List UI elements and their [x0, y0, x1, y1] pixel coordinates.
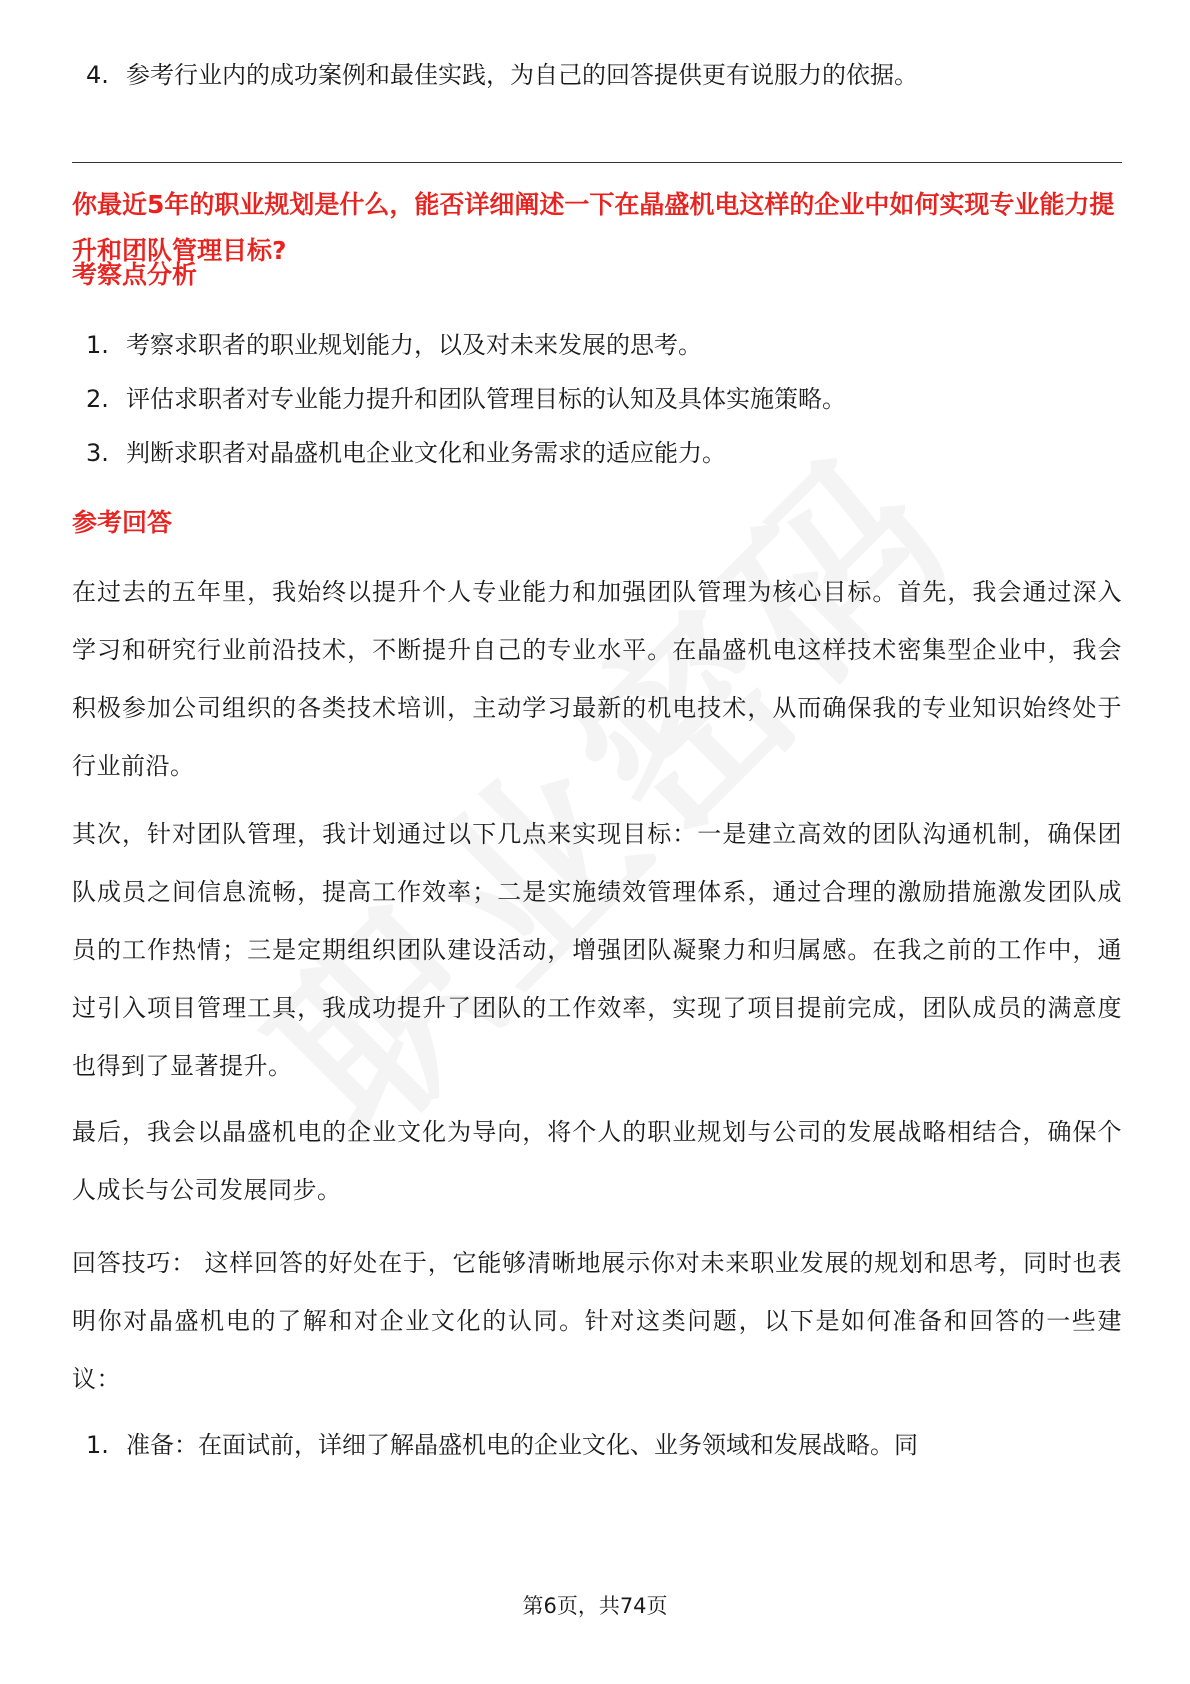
answer-paragraph-1: 在过去的五年里，我始终以提升个人专业能力和加强团队管理为核心目标。首先，我会通过深入学习和研究行业前沿技术，不断提升自己的专业水平。在晶盛机电这样技术密集型企业中，我会积极参加公司组织的各类技术培训，主动学习最新的机电技术，从而确保我的专业知识始终处于行业前沿。	[72, 578, 1122, 780]
list-number: 1.	[86, 331, 109, 359]
analysis-heading: 考察点分析	[72, 260, 198, 289]
list-text: 判断求职者对晶盛机电企业文化和业务需求的适应能力。	[126, 439, 726, 467]
answer-paragraph-2: 其次，针对团队管理，我计划通过以下几点来实现目标：一是建立高效的团队沟通机制，确保团队成员之间信息流畅，提高工作效率；二是实施绩效管理体系，通过合理的激励措施激发团队成员的工作热情；三是定期组织团队建设活动，增强团队凝聚力和归属感。在我之前的工作中，通过引入项目管理工具，我成功提升了团队的工作效率，实现了项目提前完成，团队成员的满意度也得到了显著提升。	[72, 820, 1122, 1080]
list-text: 准备：在面试前，详细了解晶盛机电的企业文化、业务领域和发展战略。同	[126, 1431, 918, 1459]
tips-list-item-1	[86, 1428, 918, 1462]
section-divider	[72, 162, 1122, 163]
reference-heading: 参考回答	[72, 508, 173, 537]
prev-list-item-4	[86, 58, 918, 92]
list-number: 1.	[86, 1431, 109, 1459]
answer-paragraph-3: 最后，我会以晶盛机电的企业文化为导向，将个人的职业规划与公司的发展战略相结合，确保个人成长与公司发展同步。	[72, 1118, 1122, 1204]
analysis-item-3	[86, 436, 726, 470]
analysis-item-1	[86, 328, 702, 362]
page-number: 第6页，共74页	[522, 1594, 668, 1618]
analysis-item-2	[86, 382, 846, 416]
list-number: 3.	[86, 439, 109, 467]
list-text: 参考行业内的成功案例和最佳实践，为自己的回答提供更有说服力的依据。	[126, 61, 918, 89]
question-title: 你最近5年的职业规划是什么，能否详细阐述一下在晶盛机电这样的企业中如何实现专业能力提升和团队管理目标?	[72, 190, 1115, 265]
answer-tips-paragraph: 回答技巧： 这样回答的好处在于，它能够清晰地展示你对未来职业发展的规划和思考，同时也表明你对晶盛机电的了解和对企业文化的认同。针对这类问题，以下是如何准备和回答的一些建议：	[72, 1249, 1122, 1393]
list-text: 考察求职者的职业规划能力，以及对未来发展的思考。	[126, 331, 702, 359]
list-text: 评估求职者对专业能力提升和团队管理目标的认知及具体实施策略。	[126, 385, 846, 413]
list-number: 4.	[86, 61, 109, 89]
list-number: 2.	[86, 385, 109, 413]
